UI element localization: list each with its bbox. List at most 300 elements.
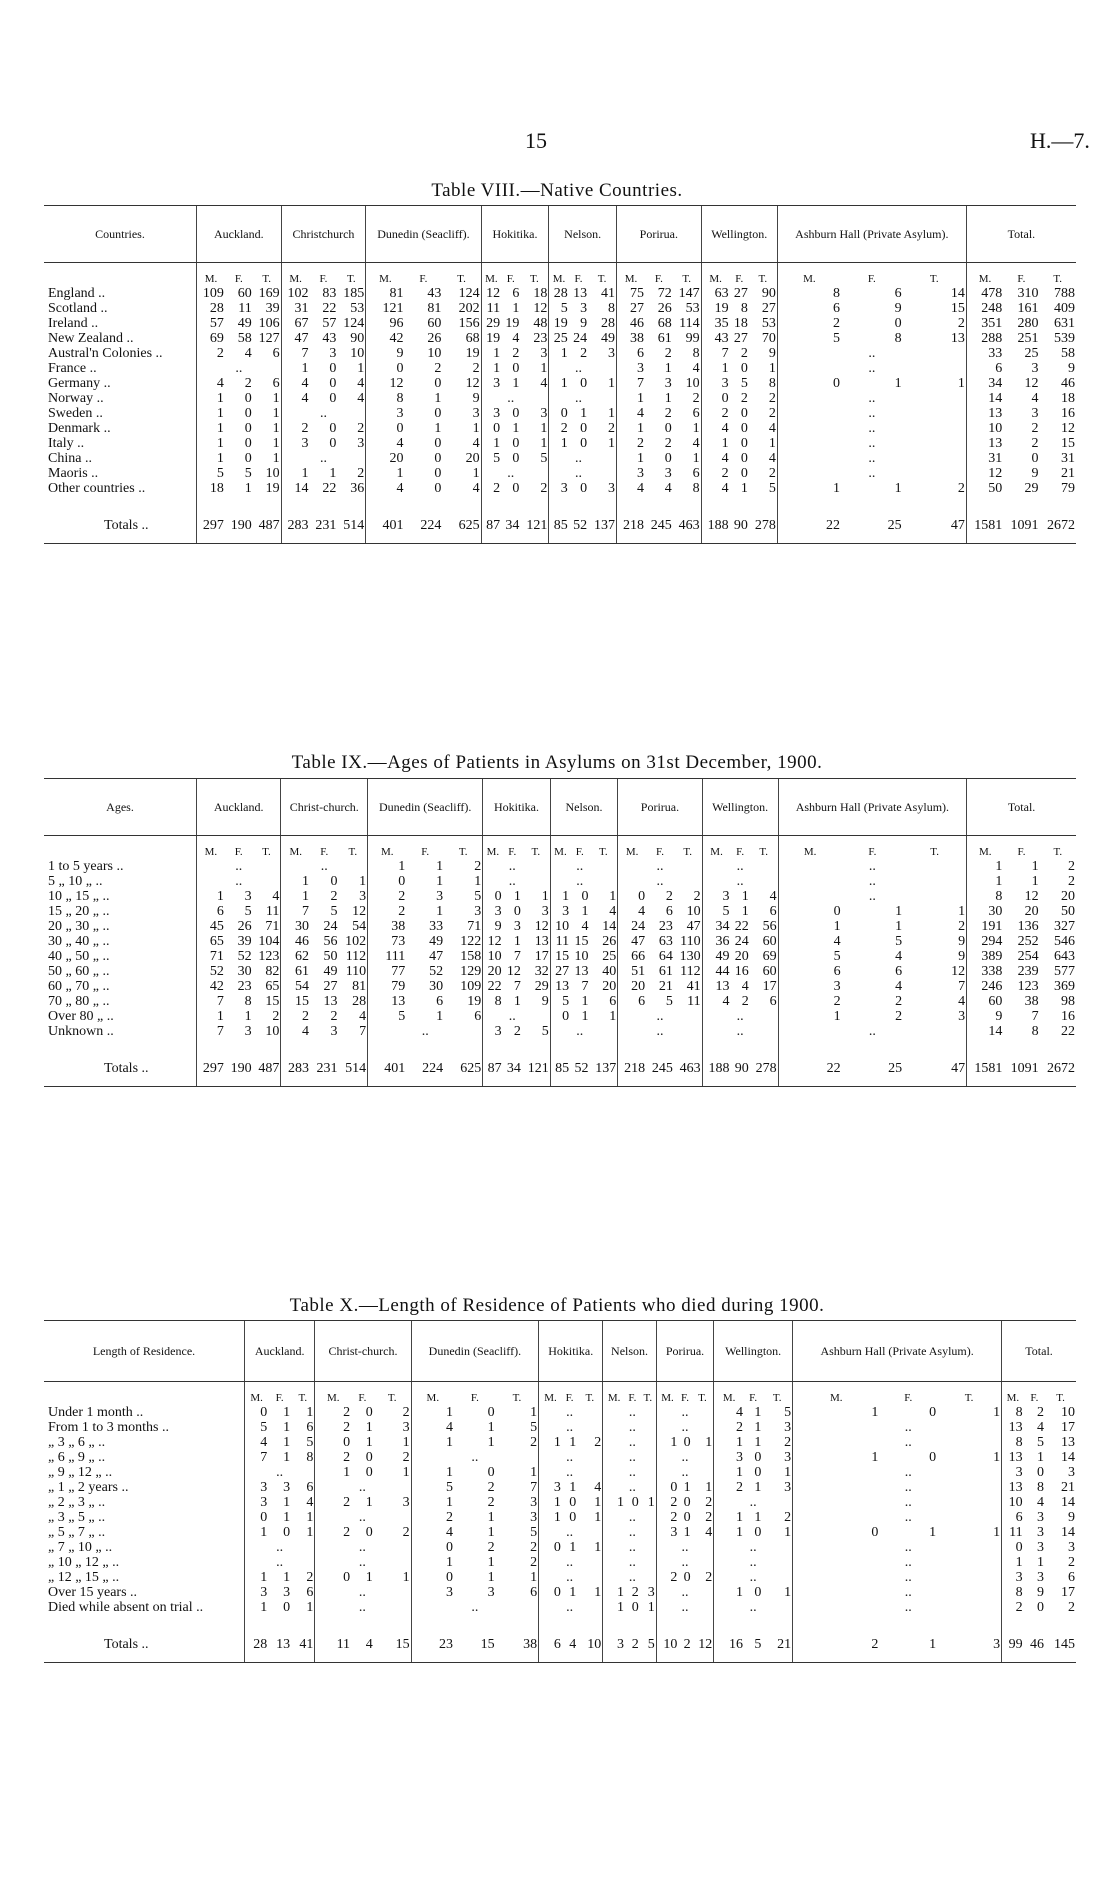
total-value: 278 xyxy=(749,504,777,544)
cell-value xyxy=(539,1450,562,1465)
table-row xyxy=(44,1600,1076,1623)
cell-value: 0 xyxy=(550,1009,570,1024)
cell-value: 36 xyxy=(350,481,365,496)
cell-value: .. xyxy=(749,1600,757,1615)
column-header: Nelson. xyxy=(603,1321,656,1382)
cell-value: 3 xyxy=(1068,1540,1075,1555)
cell-value xyxy=(778,889,841,904)
cell-value: 49 xyxy=(237,316,252,331)
row-label: Austral'n Colonies .. xyxy=(44,346,197,361)
sex-subheader: M. xyxy=(714,1382,744,1406)
cell-value: 1 xyxy=(306,1600,314,1615)
cell-value: 2 xyxy=(957,481,965,496)
cell-value: 6 xyxy=(777,301,841,316)
cell-value: 46 xyxy=(1061,376,1075,391)
table-row xyxy=(44,934,1076,949)
cell-value: 4 xyxy=(702,994,730,1009)
cell-value: 4 xyxy=(281,391,309,406)
cell-value: 15 xyxy=(281,994,310,1009)
cell-value: 0 xyxy=(664,451,672,466)
cell-value xyxy=(692,1405,714,1420)
cell-value: 0 xyxy=(793,1525,880,1540)
cell-value: 0 xyxy=(777,376,841,391)
cell-value: .. xyxy=(656,1009,664,1024)
cell-value: 1 xyxy=(402,1465,410,1480)
cell-value: 1 xyxy=(283,1420,291,1435)
cell-value xyxy=(903,361,967,376)
cell-value: 35 xyxy=(701,316,729,331)
cell-value: 1 xyxy=(436,874,444,889)
cell-value: .. xyxy=(681,1420,689,1435)
totals-row xyxy=(44,504,1076,544)
column-header: Total. xyxy=(966,206,1076,263)
cell-value: 1 xyxy=(315,1465,351,1480)
cell-value: 1 xyxy=(244,1009,252,1024)
row-label: Died while absent on trial .. xyxy=(44,1600,245,1623)
cell-value: 7 xyxy=(617,376,645,391)
cell-value: 2 xyxy=(608,421,616,436)
cell-value xyxy=(253,859,281,874)
cell-value: .. xyxy=(566,1465,574,1480)
cell-value: 6 xyxy=(1068,1570,1075,1585)
cell-value: 4 xyxy=(411,1525,454,1540)
cell-value: 52 xyxy=(237,949,252,964)
cell-value: 3 xyxy=(1037,1570,1045,1585)
cell-value: 2 xyxy=(692,391,700,406)
cell-value: 1 xyxy=(481,346,501,361)
cell-value: 27 xyxy=(761,301,776,316)
cell-value: 71 xyxy=(265,919,280,934)
sex-subheader: T. xyxy=(512,1392,522,1404)
cell-value: 252 xyxy=(1017,934,1039,949)
total-value: 190 xyxy=(225,1047,253,1087)
cell-value: 1 xyxy=(647,1495,655,1510)
cell-value: 41 xyxy=(601,286,616,301)
row-label: Maoris .. xyxy=(44,466,197,481)
cell-value: 8 xyxy=(306,1450,314,1465)
cell-value: 1 xyxy=(272,451,280,466)
cell-value: 1 xyxy=(365,1420,373,1435)
cell-value xyxy=(618,874,646,889)
cell-value: 1 xyxy=(594,1585,602,1600)
cell-value: 9 xyxy=(366,346,405,361)
cell-value: 11 xyxy=(1002,1525,1024,1540)
cell-value: 3 xyxy=(283,1480,291,1495)
cell-value: 49 xyxy=(429,934,444,949)
cell-value xyxy=(793,1555,880,1570)
sex-subheader: T. xyxy=(698,1392,707,1404)
cell-value: 1 xyxy=(539,1495,562,1510)
row-label: „ 12 „ 15 „ .. xyxy=(44,1570,245,1585)
cell-value: .. xyxy=(320,859,328,874)
cell-value xyxy=(640,1540,657,1555)
cell-value: .. xyxy=(471,1450,479,1465)
cell-value xyxy=(550,1024,570,1047)
cell-value: 10 xyxy=(574,949,589,964)
cell-value: 6 xyxy=(436,994,444,1009)
cell-value: 1 xyxy=(754,1510,762,1525)
cell-value: 8 xyxy=(244,994,252,1009)
cell-value: 6 xyxy=(778,964,841,979)
cell-value: 310 xyxy=(1017,286,1039,301)
cell-value: 102 xyxy=(281,286,309,301)
row-label: From 1 to 3 months .. xyxy=(44,1420,245,1435)
cell-value xyxy=(603,1405,625,1420)
row-label: 60 „ 70 „ .. xyxy=(44,979,197,994)
cell-value: 280 xyxy=(1017,316,1039,331)
cell-value: 1 xyxy=(436,859,444,874)
cell-value: 0 xyxy=(740,466,748,481)
cell-value: 1 xyxy=(272,406,280,421)
cell-value: 106 xyxy=(258,316,280,331)
sex-subheader: M. xyxy=(368,836,407,860)
table-row xyxy=(44,979,1076,994)
row-label: 30 „ 40 „ .. xyxy=(44,934,197,949)
cell-value: .. xyxy=(566,1420,574,1435)
cell-value xyxy=(937,1465,1001,1480)
cell-value: 47 xyxy=(618,934,646,949)
row-label: Over 80 „ .. xyxy=(44,1009,197,1024)
row-label: 40 „ 50 „ .. xyxy=(44,949,197,964)
cell-value: 0 xyxy=(894,316,902,331)
cell-value: 110 xyxy=(680,934,701,949)
cell-value: 124 xyxy=(343,316,365,331)
cell-value: 50 xyxy=(966,481,1003,504)
cell-value: 1 xyxy=(793,1405,880,1420)
cell-value: .. xyxy=(508,1009,516,1024)
cell-value: 58 xyxy=(1061,346,1075,361)
total-value: 2672 xyxy=(1039,504,1076,544)
cell-value: 2 xyxy=(741,994,749,1009)
cell-value: 1 xyxy=(411,1405,454,1420)
cell-value xyxy=(903,451,967,466)
cell-value: 3 xyxy=(1037,1540,1045,1555)
cell-value: 1 xyxy=(513,934,521,949)
sex-subheader: T. xyxy=(643,1392,653,1404)
cell-value: .. xyxy=(319,406,327,421)
cell-value: 1 xyxy=(617,391,645,406)
cell-value: 8 xyxy=(894,331,902,346)
cell-value xyxy=(640,1450,657,1465)
cell-value xyxy=(674,1009,702,1024)
cell-value: 15 xyxy=(574,934,589,949)
table-8-title: Table VIII.—Native Countries. xyxy=(431,180,683,201)
cell-value xyxy=(603,1525,625,1540)
row-label: Under 1 month .. xyxy=(44,1405,245,1420)
cell-value: .. xyxy=(508,874,516,889)
cell-value: .. xyxy=(868,406,876,421)
cell-value xyxy=(291,1465,315,1480)
column-header: Hokitika. xyxy=(483,779,551,836)
cell-value: .. xyxy=(628,1450,636,1465)
total-value: 297 xyxy=(197,1047,225,1087)
cell-value: 1 xyxy=(768,436,776,451)
cell-value: 15 xyxy=(1061,436,1075,451)
cell-value: 5 xyxy=(330,904,338,919)
cell-value: .. xyxy=(507,466,515,481)
cell-value: 1 xyxy=(754,1435,762,1450)
cell-value: 5 xyxy=(197,466,225,481)
cell-value: 30 xyxy=(967,904,1004,919)
cell-value: 2 xyxy=(1068,859,1075,874)
cell-value: 1 xyxy=(281,361,309,376)
cell-value: 0 xyxy=(778,904,841,919)
cell-value: 20 xyxy=(602,979,617,994)
cell-value: 5 xyxy=(665,994,673,1009)
cell-value: 1 xyxy=(365,1570,373,1585)
cell-value xyxy=(750,1024,778,1047)
cell-value: 8 xyxy=(692,346,700,361)
cell-value xyxy=(603,1465,625,1480)
cell-value: 6 xyxy=(197,904,225,919)
cell-value: 45 xyxy=(197,919,225,934)
cell-value: 79 xyxy=(368,979,407,994)
cell-value: 351 xyxy=(966,316,1003,331)
cell-value xyxy=(253,361,281,376)
cell-value xyxy=(656,1585,678,1600)
table-row xyxy=(44,1420,1076,1435)
cell-value xyxy=(337,451,365,466)
cell-value: .. xyxy=(235,874,243,889)
cell-value: 4 xyxy=(701,451,729,466)
cell-value: 1 xyxy=(754,1480,762,1495)
cell-value: 6 xyxy=(306,1585,314,1600)
cell-value: 23 xyxy=(237,979,252,994)
cell-value: 3 xyxy=(608,346,616,361)
cell-value: 1 xyxy=(402,1570,410,1585)
total-value: 99 xyxy=(1002,1623,1024,1663)
cell-value: 288 xyxy=(966,331,1003,346)
row-label: 70 „ 80 „ .. xyxy=(44,994,197,1009)
cell-value: 98 xyxy=(1061,994,1075,1009)
cell-value: 1 xyxy=(540,436,548,451)
sex-subheader: M. xyxy=(777,263,841,287)
cell-value: 66 xyxy=(618,949,646,964)
row-label: Sweden .. xyxy=(44,406,197,421)
cell-value: 13 xyxy=(323,994,338,1009)
cell-value: .. xyxy=(868,451,876,466)
cell-value: .. xyxy=(681,1555,689,1570)
cell-value: .. xyxy=(276,1555,284,1570)
cell-value: 27 xyxy=(733,331,748,346)
sex-subheader: M. xyxy=(617,263,645,287)
cell-value: 2 xyxy=(281,421,309,436)
cell-value: 2 xyxy=(656,1495,678,1510)
sex-subheader: F. xyxy=(419,273,428,285)
total-value: 34 xyxy=(501,504,520,544)
cell-value: 81 xyxy=(366,286,405,301)
cell-value xyxy=(374,1510,411,1525)
cell-value: .. xyxy=(358,1585,366,1600)
cell-value: 0 xyxy=(329,421,337,436)
cell-value: 1 xyxy=(549,436,569,451)
cell-value: .. xyxy=(656,874,664,889)
cell-value: 2 xyxy=(1002,1600,1024,1623)
cell-value: .. xyxy=(566,1450,574,1465)
cell-value xyxy=(589,874,617,889)
cell-value xyxy=(762,1570,792,1585)
cell-value xyxy=(692,1465,714,1480)
cell-value: 15 xyxy=(550,949,570,964)
cell-value: 7 xyxy=(281,346,309,361)
table-row xyxy=(44,1570,1076,1585)
row-label: Italy .. xyxy=(44,436,197,451)
total-value: 13 xyxy=(268,1623,291,1663)
cell-value: 4 xyxy=(895,979,903,994)
column-header: Total. xyxy=(967,779,1076,836)
cell-value: 29 xyxy=(534,979,549,994)
cell-value: 9 xyxy=(768,346,776,361)
cell-value: 1 xyxy=(245,1525,269,1540)
cell-value: 2 xyxy=(705,1495,713,1510)
cell-value: 1 xyxy=(281,874,310,889)
cell-value xyxy=(603,1450,625,1465)
cell-value: 2 xyxy=(664,346,672,361)
cell-value xyxy=(291,1555,315,1570)
cell-value: 39 xyxy=(265,301,280,316)
cell-value xyxy=(793,1600,880,1623)
cell-value: 0 xyxy=(365,1525,373,1540)
table-row xyxy=(44,889,1076,904)
sex-subheader: T. xyxy=(599,846,608,858)
total-value: 47 xyxy=(903,504,967,544)
cell-value: 1 xyxy=(993,1525,1001,1540)
table-row xyxy=(44,286,1076,301)
table-10-title: Table X.—Length of Residence of Patients who died during 1900. xyxy=(289,1295,825,1316)
row-label: England .. xyxy=(44,286,197,301)
column-header: Nelson. xyxy=(549,206,617,263)
cell-value: 1 xyxy=(283,1510,291,1525)
cell-value: 251 xyxy=(1017,331,1039,346)
cell-value: 4 xyxy=(609,904,617,919)
cell-value xyxy=(603,1555,625,1570)
cell-value: 1 xyxy=(359,874,367,889)
cell-value: 6 xyxy=(895,964,903,979)
cell-value: 1 xyxy=(594,1495,602,1510)
row-label: „ 5 „ 7 „ .. xyxy=(44,1525,245,1540)
cell-value: 3 xyxy=(474,904,482,919)
cell-value: 3 xyxy=(330,1024,338,1039)
row-label-header: Ages. xyxy=(44,779,197,836)
cell-value: 5 xyxy=(411,1480,454,1495)
cell-value: 46 xyxy=(281,934,310,949)
cell-value: 0 xyxy=(1002,1540,1024,1555)
cell-value: 2 xyxy=(784,1435,792,1450)
cell-value: 3 xyxy=(402,1420,410,1435)
total-value: 2 xyxy=(625,1623,640,1663)
cell-value: 1 xyxy=(594,1540,602,1555)
cell-value: 1 xyxy=(740,481,748,496)
cell-value: 3 xyxy=(357,436,365,451)
cell-value: 3 xyxy=(483,1024,503,1047)
cell-value: 21 xyxy=(1061,466,1075,481)
cell-value xyxy=(903,391,967,406)
cell-value: 24 xyxy=(573,331,588,346)
cell-value xyxy=(903,436,967,451)
sex-subheader: T. xyxy=(682,273,692,285)
cell-value: 16 xyxy=(1061,1009,1075,1024)
cell-value: 0 xyxy=(434,436,442,451)
cell-value: 8 xyxy=(740,301,748,316)
cell-value: 2 xyxy=(895,1009,903,1024)
cell-value: 1 xyxy=(608,376,616,391)
cell-value: 4 xyxy=(701,421,729,436)
cell-value xyxy=(903,406,967,421)
cell-value: 2 xyxy=(434,361,442,376)
sex-subheader: F. xyxy=(735,273,744,285)
cell-value xyxy=(374,1585,411,1600)
cell-value: 1 xyxy=(603,1600,625,1623)
totals-label: Totals .. xyxy=(44,1623,245,1663)
cell-value: 631 xyxy=(1054,316,1075,331)
sex-subheader: M. xyxy=(701,263,729,287)
cell-value: 96 xyxy=(366,316,405,331)
cell-value: 22 xyxy=(322,481,337,496)
total-value: 283 xyxy=(281,1047,310,1087)
total-value: 487 xyxy=(253,1047,281,1087)
cell-value xyxy=(777,421,841,436)
cell-value: .. xyxy=(868,889,876,904)
cell-value: 1 xyxy=(487,1525,495,1540)
cell-value: 1 xyxy=(741,889,749,904)
cell-value: 4 xyxy=(768,451,776,466)
cell-value: 2 xyxy=(244,376,252,391)
cell-value xyxy=(339,859,368,874)
cell-value: 19 xyxy=(467,994,482,1009)
cell-value: 0 xyxy=(580,421,588,436)
cell-value xyxy=(692,1600,714,1623)
cell-value xyxy=(762,1495,792,1510)
page-number: 15 xyxy=(525,128,547,153)
cell-value: 2 xyxy=(895,994,903,1009)
cell-value: 147 xyxy=(678,286,700,301)
cell-value: 64 xyxy=(658,949,673,964)
cell-value: 1 xyxy=(366,466,405,481)
sex-subheader: M. xyxy=(778,836,841,860)
cell-value: 4 xyxy=(778,934,841,949)
cell-value xyxy=(483,1009,503,1024)
cell-value: 1 xyxy=(714,1435,744,1450)
cell-value: 40 xyxy=(602,964,617,979)
cell-value: 2 xyxy=(530,1540,538,1555)
cell-value: 11 xyxy=(265,904,280,919)
cell-value: 1 xyxy=(754,1420,762,1435)
row-label: 50 „ 60 „ .. xyxy=(44,964,197,979)
cell-value: 4 xyxy=(306,1495,314,1510)
cell-value: 79 xyxy=(1061,481,1075,496)
cell-value: 389 xyxy=(967,949,1004,964)
cell-value: 1 xyxy=(705,1435,713,1450)
cell-value xyxy=(656,1465,678,1480)
cell-value xyxy=(777,346,841,361)
cell-value: 44 xyxy=(702,964,730,979)
sex-subheader: M. xyxy=(549,263,569,287)
cell-value: 1 xyxy=(530,1405,538,1420)
cell-value xyxy=(937,1435,1001,1450)
cell-value: 1 xyxy=(481,436,501,451)
row-label: Denmark .. xyxy=(44,421,197,436)
total-value: 21 xyxy=(762,1623,792,1663)
cell-value: 2 xyxy=(1068,1600,1075,1615)
cell-value: 42 xyxy=(197,979,225,994)
cell-value: 5 xyxy=(740,376,748,391)
cell-value: .. xyxy=(628,1435,636,1450)
cell-value: 1 xyxy=(197,406,225,421)
cell-value: 110 xyxy=(345,964,367,979)
cell-value: 2 xyxy=(540,481,548,496)
cell-value: 3 xyxy=(656,1525,678,1540)
cell-value: 3 xyxy=(483,904,503,919)
